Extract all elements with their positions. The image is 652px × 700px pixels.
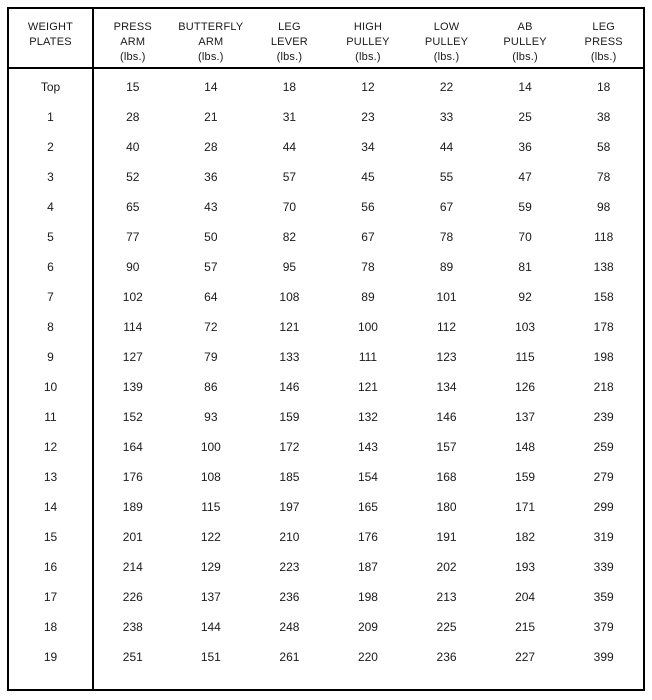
value-cell: 168 — [436, 470, 457, 484]
row-label-cell: 12 — [9, 432, 93, 462]
value-cell: 70 — [518, 230, 532, 244]
column-header-line: PULLEY — [503, 36, 547, 48]
value-cell: 121 — [357, 380, 378, 394]
row-label-cell: 2 — [9, 132, 93, 162]
table-header — [9, 9, 643, 68]
column-header-line: PRESS — [113, 21, 152, 33]
value-cell: 59 — [518, 200, 532, 214]
value-cell: 78 — [597, 170, 611, 184]
spacer-cell — [9, 672, 93, 689]
value-cell: 101 — [436, 290, 457, 304]
table-row — [9, 582, 643, 612]
value-cell: 210 — [279, 530, 300, 544]
value-cell: 25 — [518, 110, 532, 124]
table-row — [9, 342, 643, 372]
value-cell: 21 — [204, 110, 218, 124]
value-cell: 31 — [282, 110, 297, 124]
row-label-cell: 19 — [9, 642, 93, 672]
value-cell: 86 — [204, 380, 218, 394]
column-header-line: ARM — [120, 36, 146, 48]
value-cell: 225 — [436, 620, 457, 634]
row-label-cell: 15 — [9, 522, 93, 552]
value-cell: 261 — [279, 650, 300, 664]
column-header-line: PLATES — [29, 36, 72, 48]
value-cell: 132 — [357, 410, 378, 424]
row-label-cell: 13 — [9, 462, 93, 492]
value-cell: 64 — [204, 290, 218, 304]
value-cell: 248 — [279, 620, 300, 634]
value-cell: 193 — [515, 560, 536, 574]
row-label-cell: 9 — [9, 342, 93, 372]
value-cell: 139 — [122, 380, 143, 394]
value-cell: 198 — [357, 590, 378, 604]
value-cell: 56 — [361, 200, 375, 214]
value-cell: 14 — [518, 80, 532, 94]
row-label-cell: 14 — [9, 492, 93, 522]
row-label-cell: 3 — [9, 162, 93, 192]
value-cell: 92 — [518, 290, 532, 304]
column-header-line: LOW — [433, 21, 460, 33]
column-header-line: LEG — [278, 21, 301, 33]
table-row — [9, 432, 643, 462]
value-cell: 36 — [518, 140, 532, 154]
value-cell: 78 — [361, 260, 375, 274]
value-cell: 209 — [357, 620, 378, 634]
value-cell: 52 — [126, 170, 140, 184]
value-cell: 122 — [200, 530, 221, 544]
column-header-line: HIGH — [353, 21, 383, 33]
value-cell: 164 — [122, 440, 143, 454]
value-cell: 239 — [593, 410, 614, 424]
value-cell: 23 — [361, 110, 375, 124]
filler-row — [9, 672, 643, 689]
value-cell: 137 — [515, 410, 536, 424]
value-cell: 223 — [279, 560, 300, 574]
value-cell: 95 — [282, 260, 297, 274]
value-cell: 158 — [593, 290, 614, 304]
value-cell: 67 — [439, 200, 454, 214]
column-header-line: (lbs.) — [198, 51, 224, 63]
value-cell: 187 — [357, 560, 378, 574]
row-label-cell: 8 — [9, 312, 93, 342]
value-cell: 34 — [361, 140, 375, 154]
value-cell: 126 — [515, 380, 536, 394]
table-row — [9, 642, 643, 672]
value-cell: 115 — [515, 350, 535, 364]
value-cell: 227 — [515, 650, 536, 664]
value-cell: 103 — [515, 320, 536, 334]
value-cell: 44 — [282, 140, 297, 154]
value-cell: 89 — [439, 260, 454, 274]
value-cell: 70 — [282, 200, 297, 214]
value-cell: 112 — [436, 320, 457, 334]
column-header — [250, 9, 329, 68]
value-cell: 36 — [204, 170, 218, 184]
row-label-cell: 16 — [9, 552, 93, 582]
value-cell: 215 — [515, 620, 536, 634]
row-label-cell: 4 — [9, 192, 93, 222]
column-header — [564, 9, 643, 68]
value-cell: 399 — [593, 650, 614, 664]
value-cell: 151 — [200, 650, 221, 664]
value-cell: 236 — [436, 650, 457, 664]
column-header-line: LEG — [592, 21, 615, 33]
column-header-line: AB — [517, 21, 533, 33]
column-header — [407, 9, 486, 68]
value-cell: 22 — [439, 80, 454, 94]
value-cell: 98 — [597, 200, 611, 214]
value-cell: 115 — [201, 500, 221, 514]
value-cell: 50 — [204, 230, 218, 244]
spacer-cell — [564, 672, 643, 689]
value-cell: 123 — [436, 350, 457, 364]
value-cell: 138 — [593, 260, 614, 274]
table-row — [9, 192, 643, 222]
row-label-cell: 5 — [9, 222, 93, 252]
row-label-cell: 6 — [9, 252, 93, 282]
row-label-cell: 11 — [9, 402, 93, 432]
value-cell: 339 — [593, 560, 614, 574]
weight-chart-container — [7, 7, 645, 691]
value-cell: 182 — [515, 530, 536, 544]
column-header — [172, 9, 251, 68]
value-cell: 259 — [593, 440, 614, 454]
value-cell: 67 — [361, 230, 375, 244]
column-header-line: BUTTERFLY — [178, 21, 244, 33]
value-cell: 202 — [436, 560, 457, 574]
table-row — [9, 132, 643, 162]
column-header-line: (lbs.) — [355, 51, 381, 63]
value-cell: 213 — [436, 590, 457, 604]
column-header-line: (lbs.) — [119, 51, 146, 63]
column-header — [9, 9, 93, 68]
value-cell: 77 — [126, 230, 140, 244]
row-label-cell: 18 — [9, 612, 93, 642]
table-body — [9, 68, 643, 689]
value-cell: 57 — [204, 260, 218, 274]
value-cell: 157 — [436, 440, 457, 454]
table-header-row — [9, 9, 643, 68]
value-cell: 176 — [357, 530, 378, 544]
value-cell: 78 — [439, 230, 454, 244]
value-cell: 28 — [204, 140, 218, 154]
value-cell: 159 — [279, 410, 300, 424]
value-cell: 189 — [122, 500, 143, 514]
value-cell: 251 — [122, 650, 143, 664]
table-row — [9, 402, 643, 432]
value-cell: 90 — [126, 260, 140, 274]
table-row — [9, 162, 643, 192]
column-header — [486, 9, 565, 68]
weight-plates-table — [9, 9, 643, 689]
value-cell: 15 — [126, 80, 140, 94]
value-cell: 14 — [204, 80, 218, 94]
value-cell: 159 — [515, 470, 536, 484]
spacer-cell — [172, 672, 251, 689]
spacer-cell — [407, 672, 486, 689]
table-row — [9, 462, 643, 492]
value-cell: 38 — [597, 110, 611, 124]
value-cell: 89 — [361, 290, 375, 304]
value-cell: 180 — [436, 500, 457, 514]
column-header-line: (lbs.) — [512, 51, 538, 63]
table-row — [9, 522, 643, 552]
value-cell: 319 — [593, 530, 614, 544]
column-header-line: WEIGHT — [27, 21, 74, 33]
value-cell: 146 — [279, 380, 300, 394]
value-cell: 82 — [282, 230, 297, 244]
value-cell: 44 — [439, 140, 454, 154]
value-cell: 134 — [436, 380, 457, 394]
value-cell: 102 — [122, 290, 143, 304]
value-cell: 165 — [357, 500, 378, 514]
spacer-cell — [250, 672, 329, 689]
table-row — [9, 72, 643, 102]
row-label-cell: 7 — [9, 282, 93, 312]
value-cell: 93 — [204, 410, 218, 424]
value-cell: 137 — [200, 590, 221, 604]
table-row — [9, 492, 643, 522]
value-cell: 108 — [279, 290, 300, 304]
value-cell: 146 — [436, 410, 457, 424]
table-row — [9, 612, 643, 642]
table-row — [9, 282, 643, 312]
value-cell: 57 — [282, 170, 297, 184]
value-cell: 359 — [593, 590, 614, 604]
value-cell: 114 — [123, 320, 143, 334]
value-cell: 201 — [122, 530, 143, 544]
value-cell: 55 — [439, 170, 454, 184]
row-label-cell: 10 — [9, 372, 93, 402]
table-row — [9, 252, 643, 282]
value-cell: 279 — [593, 470, 614, 484]
value-cell: 28 — [126, 110, 140, 124]
table-row — [9, 102, 643, 132]
spacer-cell — [486, 672, 565, 689]
column-header-line: PULLEY — [346, 36, 390, 48]
column-header-line: ARM — [198, 36, 224, 48]
value-cell: 43 — [204, 200, 218, 214]
value-cell: 12 — [361, 80, 375, 94]
value-cell: 144 — [200, 620, 221, 634]
value-cell: 47 — [518, 170, 532, 184]
value-cell: 79 — [204, 350, 218, 364]
value-cell: 236 — [279, 590, 300, 604]
value-cell: 171 — [515, 500, 536, 514]
value-cell: 18 — [282, 80, 297, 94]
column-header-line: PRESS — [584, 36, 623, 48]
column-header — [329, 9, 408, 68]
column-header-line: LEVER — [270, 36, 308, 48]
value-cell: 40 — [126, 140, 140, 154]
value-cell: 118 — [594, 230, 614, 244]
column-header-line: (lbs.) — [433, 51, 460, 63]
value-cell: 72 — [204, 320, 218, 334]
value-cell: 214 — [122, 560, 143, 574]
value-cell: 152 — [122, 410, 143, 424]
value-cell: 148 — [515, 440, 536, 454]
value-cell: 100 — [357, 320, 378, 334]
spacer-cell — [93, 672, 172, 689]
value-cell: 172 — [279, 440, 300, 454]
column-header-line: (lbs.) — [590, 51, 617, 63]
value-cell: 18 — [597, 80, 611, 94]
value-cell: 176 — [122, 470, 143, 484]
value-cell: 191 — [436, 530, 457, 544]
value-cell: 133 — [279, 350, 300, 364]
table-row — [9, 312, 643, 342]
value-cell: 127 — [122, 350, 143, 364]
column-header — [93, 9, 172, 68]
value-cell: 65 — [126, 200, 140, 214]
value-cell: 45 — [361, 170, 375, 184]
value-cell: 58 — [597, 140, 611, 154]
value-cell: 178 — [593, 320, 614, 334]
value-cell: 121 — [279, 320, 300, 334]
table-row — [9, 372, 643, 402]
table-row — [9, 222, 643, 252]
column-header-line: (lbs.) — [276, 51, 303, 63]
value-cell: 33 — [439, 110, 454, 124]
value-cell: 226 — [122, 590, 143, 604]
table-row — [9, 552, 643, 582]
value-cell: 218 — [593, 380, 614, 394]
spacer-cell — [329, 672, 408, 689]
value-cell: 108 — [200, 470, 221, 484]
value-cell: 143 — [357, 440, 378, 454]
value-cell: 204 — [515, 590, 536, 604]
row-label-cell: 17 — [9, 582, 93, 612]
value-cell: 129 — [200, 560, 221, 574]
row-label-cell: Top — [9, 72, 93, 102]
value-cell: 198 — [593, 350, 614, 364]
value-cell: 238 — [122, 620, 143, 634]
value-cell: 185 — [279, 470, 300, 484]
value-cell: 197 — [279, 500, 300, 514]
value-cell: 379 — [593, 620, 614, 634]
value-cell: 220 — [357, 650, 378, 664]
value-cell: 111 — [358, 350, 378, 364]
row-label-cell: 1 — [9, 102, 93, 132]
column-header-line: PULLEY — [424, 36, 469, 48]
value-cell: 299 — [593, 500, 614, 514]
value-cell: 81 — [518, 260, 532, 274]
value-cell: 154 — [357, 470, 378, 484]
value-cell: 100 — [200, 440, 221, 454]
